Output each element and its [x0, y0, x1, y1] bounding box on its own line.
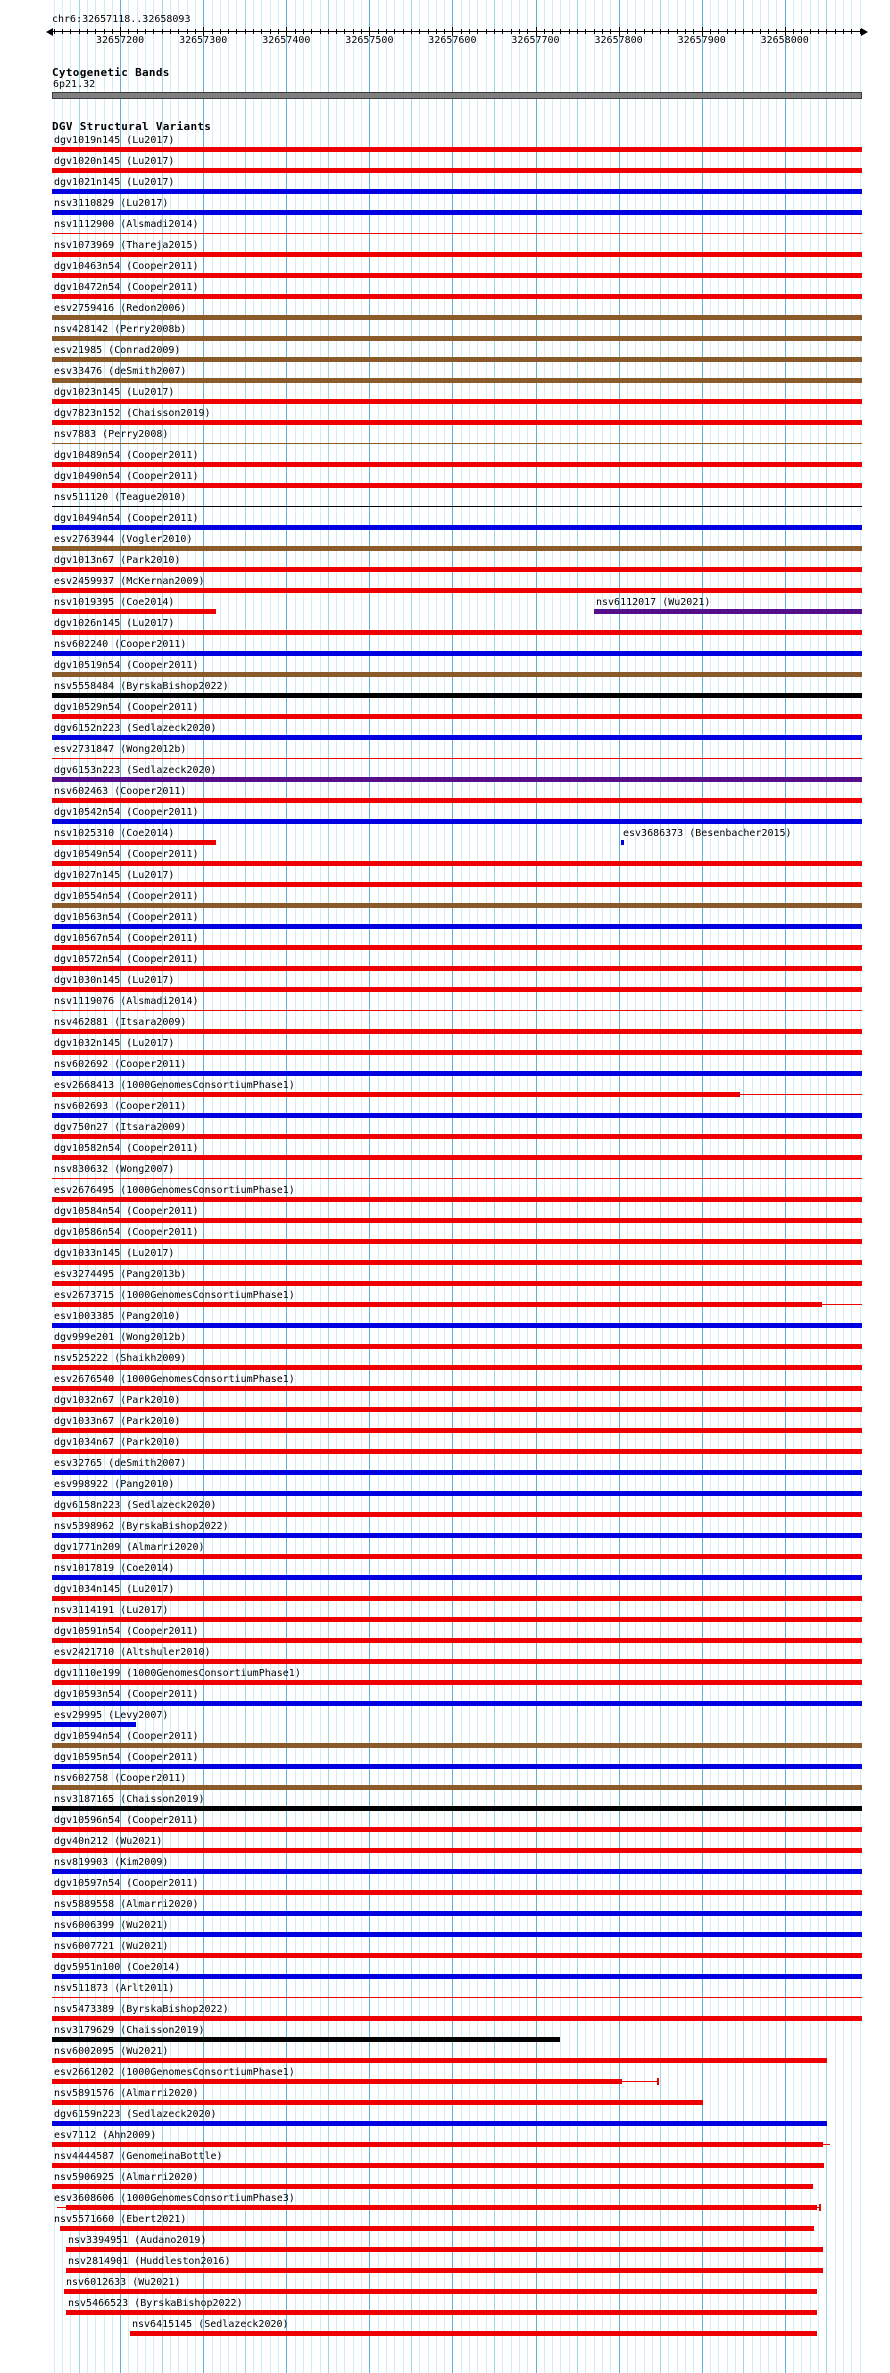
variant-label: dgv6152n223 (Sedlazeck2020) [54, 723, 217, 734]
variant-bar[interactable] [52, 1575, 862, 1580]
variant-bar[interactable] [52, 819, 862, 824]
variant-label: nsv6112017 (Wu2021) [596, 597, 711, 608]
variant-label: nsv5889558 (Almarri2020) [54, 1899, 199, 1910]
variant-bar[interactable] [52, 1827, 862, 1832]
variant-bar[interactable] [52, 168, 862, 173]
variant-label: dgv1021n145 (Lu2017) [54, 177, 175, 188]
variant-label: dgv1034n67 (Park2010) [54, 1437, 181, 1448]
variant-label: dgv10529n54 (Cooper2011) [54, 702, 199, 713]
variant-label: esv2661202 (1000GenomesConsortiumPhase1) [54, 2067, 295, 2078]
variant-bar[interactable] [52, 147, 862, 152]
variant-label: esv32765 (deSmith2007) [54, 1458, 187, 1469]
variant-label: dgv750n27 (Itsara2009) [54, 1122, 187, 1133]
variant-bar[interactable] [52, 399, 862, 404]
variant-label: nsv5466523 (ByrskaBishop2022) [68, 2298, 243, 2309]
variant-label: esv2676495 (1000GenomesConsortiumPhase1) [54, 1185, 295, 1196]
variant-bar[interactable] [52, 1113, 862, 1118]
ruler-tick-label: 32657500 [345, 35, 394, 46]
variant-bar[interactable] [52, 1239, 862, 1244]
ruler-tick-label: 32657800 [594, 35, 643, 46]
variant-label: nsv1017819 (Coe2014) [54, 1563, 175, 1574]
variant-bar[interactable] [52, 443, 862, 444]
variant-label: nsv525222 (Shaikh2009) [54, 1353, 187, 1364]
variant-bar[interactable] [52, 1974, 862, 1979]
variant-bar[interactable] [621, 840, 624, 845]
variant-bar[interactable] [52, 1050, 862, 1055]
variant-bar[interactable] [52, 1596, 862, 1601]
variant-label: esv1003385 (Pang2010) [54, 1311, 181, 1322]
variant-bar[interactable] [52, 462, 862, 467]
variant-bar[interactable] [52, 1491, 862, 1496]
variant-label: dgv10572n54 (Cooper2011) [54, 954, 199, 965]
variant-label: esv998922 (Pang2010) [54, 1479, 175, 1490]
variant-bar[interactable] [52, 2016, 862, 2021]
variant-bar[interactable] [52, 483, 862, 488]
variant-bar[interactable] [594, 609, 862, 614]
variant-label: nsv6007721 (Wu2021) [54, 1941, 169, 1952]
variant-bar[interactable] [52, 567, 862, 572]
variant-label: nsv602463 (Cooper2011) [54, 786, 187, 797]
variant-label: nsv1119076 (Alsmadi2014) [54, 996, 199, 1007]
variant-bar[interactable] [66, 2268, 823, 2273]
variant-bar[interactable] [52, 1407, 862, 1412]
variant-label: nsv1019395 (Coe2014) [54, 597, 175, 608]
variant-bar[interactable] [52, 1722, 136, 1727]
variant-bar[interactable] [52, 1512, 862, 1517]
variant-label: dgv10463n54 (Cooper2011) [54, 261, 199, 272]
cytoband-track-title: Cytogenetic Bands [52, 66, 170, 79]
variant-bar[interactable] [66, 2310, 817, 2315]
variant-bar[interactable] [52, 1197, 862, 1202]
variant-label: nsv5571660 (Ebert2021) [54, 2214, 187, 2225]
variant-label: nsv6006399 (Wu2021) [54, 1920, 169, 1931]
variant-bar[interactable] [52, 1617, 862, 1622]
variant-label: dgv999e201 (Wong2012b) [54, 1332, 187, 1343]
variant-label: esv2673715 (1000GenomesConsortiumPhase1) [54, 1290, 295, 1301]
variant-bar[interactable] [52, 1869, 862, 1874]
variant-label: esv2763944 (Vogler2010) [54, 534, 193, 545]
variant-label: nsv2814901 (Huddleston2016) [68, 2256, 231, 2267]
variant-label: dgv7823n152 (Chaisson2019) [54, 408, 211, 419]
variant-label: dgv10563n54 (Cooper2011) [54, 912, 199, 923]
variant-bar[interactable] [130, 2331, 817, 2336]
variant-label: nsv1073969 (Thareja2015) [54, 240, 199, 251]
variant-bar[interactable] [52, 1178, 862, 1179]
variant-label: dgv1033n67 (Park2010) [54, 1416, 181, 1427]
variant-bar[interactable] [52, 1470, 862, 1475]
variant-label: nsv1025310 (Coe2014) [54, 828, 175, 839]
variant-label: nsv6415145 (Sedlazeck2020) [132, 2319, 289, 2330]
variant-label: nsv602240 (Cooper2011) [54, 639, 187, 650]
variant-bar[interactable] [52, 1701, 862, 1706]
variant-label: dgv1771n209 (Almarri2020) [54, 1542, 205, 1553]
variant-bar[interactable] [52, 1764, 862, 1769]
variant-label: nsv511873 (Arlt2011) [54, 1983, 175, 1994]
variant-bar[interactable] [52, 273, 862, 278]
variant-label: nsv3187165 (Chaisson2019) [54, 1794, 205, 1805]
variant-label: dgv10586n54 (Cooper2011) [54, 1227, 199, 1238]
variant-label: esv2731847 (Wong2012b) [54, 744, 187, 755]
variant-label: esv2759416 (Redon2006) [54, 303, 187, 314]
ruler-tick-label: 32657400 [262, 35, 311, 46]
variant-label: dgv6159n223 (Sedlazeck2020) [54, 2109, 217, 2120]
variant-bar[interactable] [52, 1680, 862, 1685]
variants-track-title: DGV Structural Variants [52, 120, 212, 133]
variant-label: esv2421710 (Altshuler2010) [54, 1647, 211, 1658]
variant-bar[interactable] [52, 1428, 862, 1433]
variant-label: nsv5398962 (ByrskaBishop2022) [54, 1521, 229, 1532]
variant-label: dgv10582n54 (Cooper2011) [54, 1143, 199, 1154]
variant-label: nsv3110829 (Lu2017) [54, 198, 169, 209]
variant-bar[interactable] [52, 2058, 827, 2063]
variant-label: dgv1027n145 (Lu2017) [54, 870, 175, 881]
variant-bar[interactable] [52, 840, 216, 845]
variant-bar[interactable] [52, 1953, 862, 1958]
variant-bar[interactable] [52, 609, 216, 614]
variant-label: dgv10593n54 (Cooper2011) [54, 1689, 199, 1700]
variant-bar[interactable] [52, 903, 862, 908]
variant-bar[interactable] [52, 2121, 827, 2126]
variant-bar[interactable] [52, 1554, 862, 1559]
variant-label: dgv1023n145 (Lu2017) [54, 387, 175, 398]
variant-bar[interactable] [52, 777, 862, 782]
variant-label: dgv1032n67 (Park2010) [54, 1395, 181, 1406]
variant-label: dgv1032n145 (Lu2017) [54, 1038, 175, 1049]
variant-label: dgv1020n145 (Lu2017) [54, 156, 175, 167]
variant-bar[interactable] [52, 1155, 862, 1160]
variant-bar[interactable] [52, 1911, 862, 1916]
variant-bar[interactable] [52, 2184, 813, 2189]
variant-bar[interactable] [52, 1218, 862, 1223]
variant-label: dgv1033n145 (Lu2017) [54, 1248, 175, 1259]
ruler-tick-label: 32657600 [428, 35, 477, 46]
ruler-tick-label: 32657300 [179, 35, 228, 46]
variant-bar[interactable] [52, 1890, 862, 1895]
variant-tail-line [740, 1094, 862, 1095]
variant-label: dgv1110e199 (1000GenomesConsortiumPhase1) [54, 1668, 301, 1679]
variant-bar[interactable] [52, 1743, 862, 1748]
variant-label: dgv10595n54 (Cooper2011) [54, 1752, 199, 1763]
variant-lead-line [57, 2207, 66, 2208]
variant-bar[interactable] [52, 1533, 862, 1538]
variant-bar[interactable] [52, 966, 862, 971]
variant-label: dgv10554n54 (Cooper2011) [54, 891, 199, 902]
variant-label: dgv10489n54 (Cooper2011) [54, 450, 199, 461]
variant-bar[interactable] [52, 1806, 862, 1811]
variant-bar[interactable] [52, 2079, 622, 2084]
variant-label: nsv462881 (Itsara2009) [54, 1017, 187, 1028]
variant-label: dgv10567n54 (Cooper2011) [54, 933, 199, 944]
variant-label: esv33476 (deSmith2007) [54, 366, 187, 377]
variant-label: nsv819903 (Kim2009) [54, 1857, 169, 1868]
variant-bar[interactable] [52, 1134, 862, 1139]
variant-label: dgv10490n54 (Cooper2011) [54, 471, 199, 482]
ruler-tick-label: 32657200 [96, 35, 145, 46]
variant-bar[interactable] [52, 1785, 862, 1790]
variant-bar[interactable] [52, 1281, 862, 1286]
variant-bar[interactable] [66, 2205, 817, 2210]
variant-bar[interactable] [52, 1010, 862, 1011]
variant-label: dgv10494n54 (Cooper2011) [54, 513, 199, 524]
variant-bar[interactable] [52, 714, 862, 719]
variant-label: dgv10519n54 (Cooper2011) [54, 660, 199, 671]
variant-label: esv29995 (Levy2007) [54, 1710, 169, 1721]
variant-label: nsv602693 (Cooper2011) [54, 1101, 187, 1112]
variant-bar[interactable] [52, 693, 862, 698]
variant-label: esv2459937 (McKernan2009) [54, 576, 205, 587]
variant-bar[interactable] [52, 651, 862, 656]
variant-label: dgv40n212 (Wu2021) [54, 1836, 163, 1847]
variant-label: nsv602692 (Cooper2011) [54, 1059, 187, 1070]
variant-bar[interactable] [52, 336, 862, 341]
region-title: chr6:32657118..32658093 [52, 14, 191, 25]
variant-tail-tick [819, 2204, 821, 2211]
ruler-tick-label: 32657700 [511, 35, 560, 46]
variant-bar[interactable] [52, 1071, 862, 1076]
variant-bar[interactable] [52, 1932, 862, 1937]
variant-bar[interactable] [52, 1365, 862, 1370]
variant-label: nsv830632 (Wong2007) [54, 1164, 175, 1175]
variant-label: nsv3394951 (Audano2019) [68, 2235, 207, 2246]
variant-bar[interactable] [52, 758, 862, 759]
variant-bar[interactable] [60, 2226, 814, 2231]
variant-bar[interactable] [52, 672, 862, 677]
variant-label: nsv6002095 (Wu2021) [54, 2046, 169, 2057]
variant-label: nsv5891576 (Almarri2020) [54, 2088, 199, 2099]
variant-label: dgv10584n54 (Cooper2011) [54, 1206, 199, 1217]
variant-label: nsv1112900 (Alsmadi2014) [54, 219, 199, 230]
variant-label: nsv511120 (Teague2010) [54, 492, 187, 503]
variant-label: nsv5906925 (Almarri2020) [54, 2172, 199, 2183]
variant-bar[interactable] [52, 1029, 862, 1034]
variant-label: dgv10472n54 (Cooper2011) [54, 282, 199, 293]
variant-bar[interactable] [52, 378, 862, 383]
ruler-tick-label: 32657900 [677, 35, 726, 46]
variant-bar[interactable] [52, 1302, 822, 1307]
variant-bar[interactable] [52, 987, 862, 992]
variant-bar[interactable] [52, 252, 862, 257]
variant-bar[interactable] [52, 294, 862, 299]
variant-label: dgv10591n54 (Cooper2011) [54, 1626, 199, 1637]
variant-label: dgv1026n145 (Lu2017) [54, 618, 175, 629]
ruler-tick-label: 32658000 [760, 35, 809, 46]
variant-bar[interactable] [52, 924, 862, 929]
variant-label: nsv3114191 (Lu2017) [54, 1605, 169, 1616]
variant-label: dgv6158n223 (Sedlazeck2020) [54, 1500, 217, 1511]
variant-bar[interactable] [52, 1386, 862, 1391]
variant-label: dgv6153n223 (Sedlazeck2020) [54, 765, 217, 776]
variant-bar[interactable] [52, 506, 862, 507]
variant-bar[interactable] [52, 945, 862, 950]
variant-tail-tick [657, 2078, 659, 2085]
variant-bar[interactable] [52, 546, 862, 551]
variant-bar[interactable] [52, 233, 862, 234]
variant-label: dgv10542n54 (Cooper2011) [54, 807, 199, 818]
variant-bar[interactable] [52, 1260, 862, 1265]
variant-label: nsv7883 (Perry2008) [54, 429, 169, 440]
variant-bar[interactable] [52, 525, 862, 530]
variant-bar[interactable] [52, 1344, 862, 1349]
variant-bar[interactable] [52, 588, 862, 593]
variant-bar[interactable] [52, 2100, 703, 2105]
variant-bar[interactable] [52, 420, 862, 425]
variant-bar[interactable] [52, 882, 862, 887]
variant-bar[interactable] [52, 1449, 862, 1454]
variant-label: esv3686373 (Besenbacher2015) [623, 828, 792, 839]
variant-label: dgv1019n145 (Lu2017) [54, 135, 175, 146]
variant-bar[interactable] [52, 2142, 823, 2147]
variant-label: dgv1013n67 (Park2010) [54, 555, 181, 566]
variant-bar[interactable] [52, 1848, 862, 1853]
variant-bar[interactable] [52, 861, 862, 866]
variant-label: esv3274495 (Pang2013b) [54, 1269, 187, 1280]
variant-label: nsv602758 (Cooper2011) [54, 1773, 187, 1784]
variant-label: esv3608606 (1000GenomesConsortiumPhase3) [54, 2193, 295, 2204]
variant-bar[interactable] [52, 2163, 824, 2168]
variant-label: esv2668413 (1000GenomesConsortiumPhase1) [54, 1080, 295, 1091]
variant-bar[interactable] [52, 315, 862, 320]
variant-bar[interactable] [52, 1659, 862, 1664]
variant-label: nsv5558484 (ByrskaBishop2022) [54, 681, 229, 692]
variant-bar[interactable] [52, 2037, 560, 2042]
variant-label: nsv5473389 (ByrskaBishop2022) [54, 2004, 229, 2015]
cytoband-label: 6p21.32 [53, 79, 96, 90]
variant-bar[interactable] [66, 2247, 823, 2252]
variant-bar[interactable] [52, 189, 862, 194]
variant-label: dgv1030n145 (Lu2017) [54, 975, 175, 986]
variant-bar[interactable] [52, 798, 862, 803]
variant-label: nsv6012633 (Wu2021) [66, 2277, 181, 2288]
variant-label: esv2676540 (1000GenomesConsortiumPhase1) [54, 1374, 295, 1385]
variant-bar[interactable] [52, 357, 862, 362]
variant-bar[interactable] [52, 210, 862, 215]
variant-bar[interactable] [52, 735, 862, 740]
variant-label: dgv10597n54 (Cooper2011) [54, 1878, 199, 1889]
variant-bar[interactable] [64, 2289, 817, 2294]
variant-label: nsv3179629 (Chaisson2019) [54, 2025, 205, 2036]
variant-label: esv21985 (Conrad2009) [54, 345, 181, 356]
variant-label: dgv5951n100 (Coe2014) [54, 1962, 181, 1973]
variant-bar[interactable] [52, 1638, 862, 1643]
variant-tail-line [622, 2081, 658, 2082]
variant-bar[interactable] [52, 1323, 862, 1328]
variant-bar[interactable] [52, 1092, 740, 1097]
variant-label: dgv10594n54 (Cooper2011) [54, 1731, 199, 1742]
variant-bar[interactable] [52, 1997, 862, 1998]
variant-label: dgv10596n54 (Cooper2011) [54, 1815, 199, 1826]
variant-label: nsv428142 (Perry2008b) [54, 324, 187, 335]
variant-label: nsv4444587 (GenomeinaBottle) [54, 2151, 223, 2162]
variant-label: dgv1034n145 (Lu2017) [54, 1584, 175, 1595]
variant-tail-line [823, 2144, 830, 2145]
variant-label: esv7112 (Ahn2009) [54, 2130, 157, 2141]
variant-tail-line [822, 1304, 862, 1305]
variant-bar[interactable] [52, 630, 862, 635]
variant-label: dgv10549n54 (Cooper2011) [54, 849, 199, 860]
